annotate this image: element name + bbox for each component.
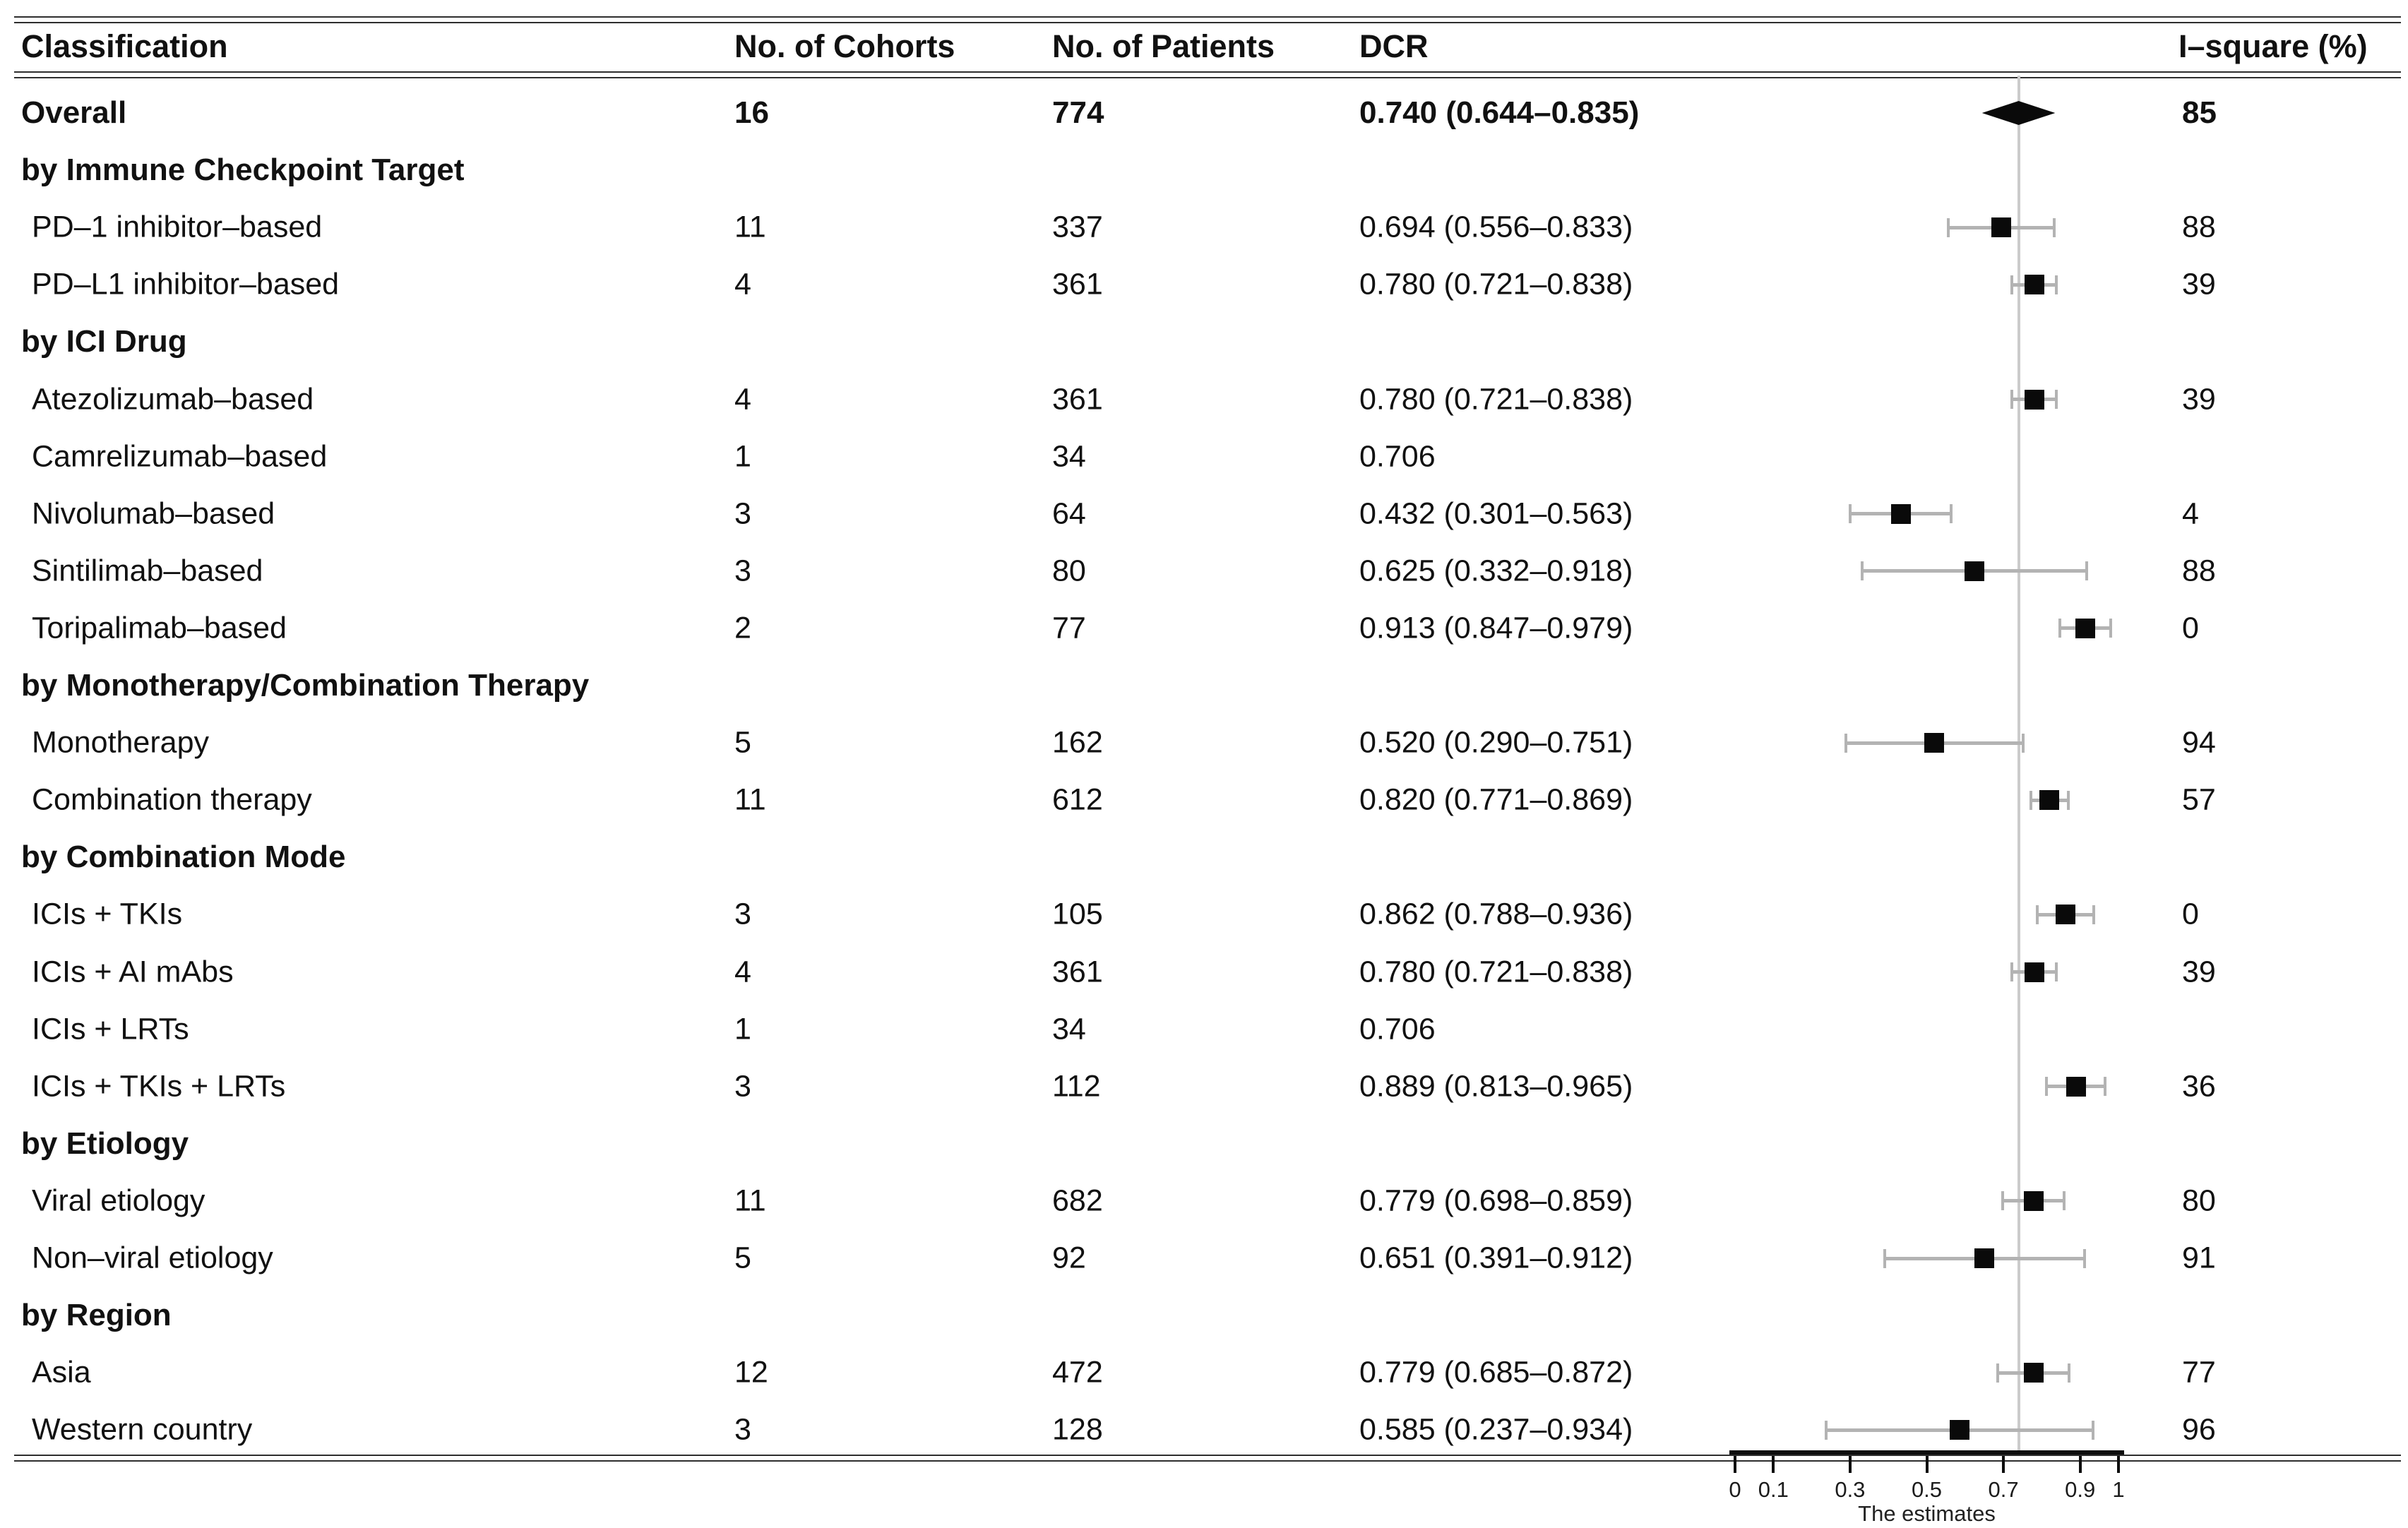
- point-estimate-marker: [1950, 1420, 1969, 1440]
- table-row: [0, 313, 2408, 371]
- cell-patients: 105: [1052, 897, 1103, 931]
- forest-plot-cell: [1735, 1344, 2118, 1402]
- cell-dcr: 0.740 (0.644–0.835): [1359, 95, 1640, 130]
- ci-upper-cap: [2085, 561, 2088, 580]
- x-axis-tick: [1772, 1456, 1775, 1473]
- cell-cohorts: 4: [734, 955, 751, 989]
- cell-isquare: 94: [2182, 725, 2216, 760]
- ci-upper-cap: [2068, 1363, 2070, 1383]
- cell-dcr: 0.889 (0.813–0.965): [1359, 1069, 1633, 1104]
- ci-lower-cap: [2058, 619, 2061, 638]
- x-axis-tick: [1926, 1456, 1929, 1473]
- point-estimate-marker: [2025, 390, 2044, 410]
- cell-isquare: 57: [2182, 782, 2216, 817]
- table-row: [0, 771, 2408, 829]
- ci-upper-cap: [2067, 791, 2070, 810]
- cell-classification: Viral etiology: [32, 1183, 205, 1218]
- cell-cohorts: 3: [734, 1069, 751, 1104]
- point-estimate-marker: [2039, 790, 2059, 810]
- cell-dcr: 0.780 (0.721–0.838): [1359, 955, 1633, 989]
- ci-lower-cap: [2010, 390, 2013, 409]
- forest-plot-cell: [1735, 371, 2118, 429]
- cell-cohorts: 4: [734, 382, 751, 416]
- table-row: [0, 485, 2408, 543]
- ci-lower-cap: [2010, 275, 2013, 294]
- cell-classification: Atezolizumab–based: [32, 382, 314, 416]
- table-row: [0, 1115, 2408, 1173]
- point-estimate-marker: [1991, 217, 2011, 237]
- forest-plot-cell: [1735, 885, 2118, 943]
- table-row: [0, 1058, 2408, 1116]
- cell-cohorts: 5: [734, 1241, 751, 1275]
- cell-isquare: 77: [2182, 1355, 2216, 1390]
- x-axis-tick-label: 1: [2112, 1477, 2125, 1502]
- cell-cohorts: 16: [734, 95, 769, 130]
- point-estimate-marker: [1974, 1248, 1994, 1268]
- cell-isquare: 39: [2182, 382, 2216, 416]
- table-row: [0, 943, 2408, 1001]
- ci-upper-cap: [1950, 504, 1953, 523]
- overall-diamond-marker: [1982, 101, 2056, 125]
- cell-isquare: 96: [2182, 1412, 2216, 1447]
- cell-dcr: 0.706: [1359, 439, 1436, 474]
- cell-classification: ICIs + LRTs: [32, 1012, 189, 1046]
- ci-lower-cap: [2010, 962, 2013, 981]
- bottom-rule: [14, 1455, 2401, 1462]
- table-row: [0, 542, 2408, 600]
- cell-dcr: 0.625 (0.332–0.918): [1359, 554, 1633, 588]
- forest-plot-cell: [1735, 714, 2118, 772]
- cell-dcr: 0.694 (0.556–0.833): [1359, 210, 1633, 244]
- cell-cohorts: 3: [734, 1412, 751, 1447]
- cell-isquare: 0: [2182, 611, 2199, 645]
- cell-classification: Asia: [32, 1355, 91, 1390]
- top-rule: [14, 16, 2401, 23]
- ci-upper-cap: [2053, 218, 2056, 237]
- forest-plot-cell: [1735, 943, 2118, 1001]
- forest-plot-cell: [1735, 542, 2118, 600]
- point-estimate-marker: [2024, 1191, 2044, 1211]
- cell-cohorts: 4: [734, 267, 751, 302]
- cell-dcr: 0.432 (0.301–0.563): [1359, 496, 1633, 531]
- x-axis-tick-label: 0.9: [2065, 1477, 2096, 1502]
- column-header-dcr: DCR: [1359, 28, 1429, 64]
- x-axis-tick-label: 0.3: [1835, 1477, 1866, 1502]
- ci-upper-cap: [2055, 962, 2058, 981]
- cell-cohorts: 1: [734, 1012, 751, 1046]
- cell-isquare: 85: [2182, 95, 2217, 130]
- cell-classification: by Immune Checkpoint Target: [21, 153, 465, 188]
- point-estimate-marker: [2025, 275, 2044, 294]
- cell-classification: Monotherapy: [32, 725, 209, 760]
- column-header-patients: No. of Patients: [1052, 28, 1275, 64]
- cell-dcr: 0.520 (0.290–0.751): [1359, 725, 1633, 760]
- cell-patients: 80: [1052, 554, 1086, 588]
- forest-plot-cell: [1735, 84, 2118, 142]
- cell-classification: PD–L1 inhibitor–based: [32, 267, 340, 302]
- ci-lower-cap: [1825, 1421, 1828, 1440]
- cell-dcr: 0.780 (0.721–0.838): [1359, 267, 1633, 302]
- cell-classification: Nivolumab–based: [32, 496, 275, 531]
- cell-classification: ICIs + TKIs + LRTs: [32, 1069, 286, 1104]
- cell-cohorts: 1: [734, 439, 751, 474]
- x-axis-title: The estimates: [1858, 1501, 1996, 1526]
- column-header-isquare: I–square (%): [2178, 28, 2368, 64]
- cell-patients: 128: [1052, 1412, 1103, 1447]
- ci-upper-cap: [2083, 1249, 2086, 1268]
- cell-patients: 112: [1052, 1069, 1101, 1104]
- x-axis-tick: [1734, 1456, 1736, 1473]
- cell-classification: Toripalimab–based: [32, 611, 287, 645]
- table-row: [0, 1172, 2408, 1230]
- cell-patients: 77: [1052, 611, 1086, 645]
- cell-dcr: 0.779 (0.685–0.872): [1359, 1355, 1633, 1390]
- ci-lower-cap: [2045, 1077, 2048, 1096]
- x-axis-tick-label: 0.5: [1911, 1477, 1943, 1502]
- cell-cohorts: 11: [734, 210, 766, 244]
- cell-patients: 34: [1052, 439, 1086, 474]
- table-row: [0, 657, 2408, 715]
- cell-classification: by ICI Drug: [21, 324, 187, 359]
- table-row: [0, 599, 2408, 657]
- ci-upper-cap: [2022, 734, 2025, 753]
- cell-patients: 612: [1052, 782, 1103, 817]
- x-axis-tick-label: 0.1: [1758, 1477, 1789, 1502]
- cell-dcr: 0.780 (0.721–0.838): [1359, 382, 1633, 416]
- cell-classification: by Etiology: [21, 1126, 189, 1161]
- cell-classification: ICIs + AI mAbs: [32, 955, 234, 989]
- cell-isquare: 80: [2182, 1183, 2216, 1218]
- point-estimate-marker: [2024, 1363, 2044, 1383]
- cell-cohorts: 3: [734, 554, 751, 588]
- cell-classification: Non–viral etiology: [32, 1241, 273, 1275]
- ci-upper-cap: [2109, 619, 2112, 638]
- point-estimate-marker: [2056, 905, 2075, 924]
- table-row: [0, 885, 2408, 943]
- ci-lower-cap: [2036, 905, 2039, 924]
- table-row: [0, 1001, 2408, 1058]
- table-row: [0, 84, 2408, 142]
- cell-dcr: 0.651 (0.391–0.912): [1359, 1241, 1633, 1275]
- cell-isquare: 88: [2182, 210, 2216, 244]
- cell-patients: 162: [1052, 725, 1103, 760]
- cell-cohorts: 11: [734, 782, 766, 817]
- cell-cohorts: 11: [734, 1183, 766, 1218]
- cell-patients: 337: [1052, 210, 1103, 244]
- table-row: [0, 428, 2408, 486]
- point-estimate-marker: [1965, 561, 1984, 581]
- ci-upper-cap: [2063, 1191, 2066, 1210]
- forest-plot-cell: [1735, 1172, 2118, 1230]
- cell-classification: Combination therapy: [32, 782, 312, 817]
- cell-classification: Overall: [21, 95, 127, 130]
- point-estimate-marker: [1891, 504, 1911, 524]
- cell-patients: 361: [1052, 955, 1103, 989]
- cell-cohorts: 3: [734, 496, 751, 531]
- x-axis-tick: [2117, 1456, 2120, 1473]
- cell-classification: Camrelizumab–based: [32, 439, 328, 474]
- ci-lower-cap: [2029, 791, 2032, 810]
- ci-lower-cap: [1947, 218, 1950, 237]
- cell-patients: 34: [1052, 1012, 1086, 1046]
- cell-cohorts: 12: [734, 1355, 768, 1390]
- table-row: [0, 141, 2408, 199]
- column-header-classification: Classification: [21, 28, 228, 64]
- forest-plot-cell: [1735, 485, 2118, 543]
- cell-dcr: 0.862 (0.788–0.936): [1359, 897, 1633, 931]
- cell-isquare: 36: [2182, 1069, 2216, 1104]
- forest-plot-cell: [1735, 198, 2118, 256]
- cell-isquare: 4: [2182, 496, 2199, 531]
- x-axis-tick: [2079, 1456, 2082, 1473]
- table-row: [0, 371, 2408, 429]
- cell-isquare: 0: [2182, 897, 2199, 931]
- cell-isquare: 39: [2182, 267, 2216, 302]
- point-estimate-marker: [1924, 733, 1944, 753]
- header-rule: [14, 71, 2401, 78]
- cell-dcr: 0.585 (0.237–0.934): [1359, 1412, 1633, 1447]
- cell-dcr: 0.913 (0.847–0.979): [1359, 611, 1633, 645]
- ci-lower-cap: [1844, 734, 1847, 753]
- ci-lower-cap: [1849, 504, 1852, 523]
- cell-classification: ICIs + TKIs: [32, 897, 183, 931]
- ci-lower-cap: [2001, 1191, 2004, 1210]
- forest-plot-cell: [1735, 771, 2118, 829]
- cell-classification: by Combination Mode: [21, 840, 346, 875]
- cell-patients: 361: [1052, 267, 1103, 302]
- cell-isquare: 88: [2182, 554, 2216, 588]
- table-row: [0, 714, 2408, 772]
- ci-lower-cap: [1996, 1363, 1999, 1383]
- cell-patients: 64: [1052, 496, 1086, 531]
- x-axis-tick-label: 0.7: [1988, 1477, 2019, 1502]
- ci-upper-cap: [2104, 1077, 2106, 1096]
- cell-classification: Western country: [32, 1412, 253, 1447]
- forest-plot-cell: [1735, 1229, 2118, 1287]
- cell-patients: 682: [1052, 1183, 1103, 1218]
- ci-lower-cap: [1883, 1249, 1886, 1268]
- point-estimate-marker: [2025, 962, 2044, 982]
- x-axis-tick: [1849, 1456, 1852, 1473]
- cell-classification: by Monotherapy/Combination Therapy: [21, 668, 590, 703]
- point-estimate-marker: [2075, 619, 2095, 638]
- ci-upper-cap: [2055, 275, 2058, 294]
- cell-patients: 774: [1052, 95, 1104, 130]
- cell-dcr: 0.820 (0.771–0.869): [1359, 782, 1633, 817]
- cell-dcr: 0.779 (0.698–0.859): [1359, 1183, 1633, 1218]
- forest-plot-cell: [1735, 599, 2118, 657]
- column-header-cohorts: No. of Cohorts: [734, 28, 955, 64]
- table-row: [0, 1287, 2408, 1344]
- cell-classification: by Region: [21, 1298, 172, 1333]
- table-row: [0, 1229, 2408, 1287]
- forest-plot-cell: [1735, 256, 2118, 314]
- cell-patients: 361: [1052, 382, 1103, 416]
- table-row: [0, 198, 2408, 256]
- forest-plot-cell: [1735, 1058, 2118, 1116]
- cell-patients: 472: [1052, 1355, 1103, 1390]
- ci-upper-cap: [2055, 390, 2058, 409]
- cell-isquare: 91: [2182, 1241, 2216, 1275]
- cell-classification: Sintilimab–based: [32, 554, 263, 588]
- table-row: [0, 828, 2408, 886]
- ci-upper-cap: [2092, 1421, 2094, 1440]
- cell-cohorts: 5: [734, 725, 751, 760]
- ci-lower-cap: [1861, 561, 1864, 580]
- cell-isquare: 39: [2182, 955, 2216, 989]
- table-row: [0, 256, 2408, 314]
- cell-cohorts: 2: [734, 611, 751, 645]
- cell-cohorts: 3: [734, 897, 751, 931]
- x-axis-tick-label: 0: [1729, 1477, 1741, 1502]
- ci-upper-cap: [2092, 905, 2095, 924]
- point-estimate-marker: [2066, 1077, 2086, 1097]
- cell-classification: PD–1 inhibitor–based: [32, 210, 323, 244]
- cell-dcr: 0.706: [1359, 1012, 1436, 1046]
- x-axis-tick: [2002, 1456, 2005, 1473]
- table-row: [0, 1344, 2408, 1402]
- cell-patients: 92: [1052, 1241, 1086, 1275]
